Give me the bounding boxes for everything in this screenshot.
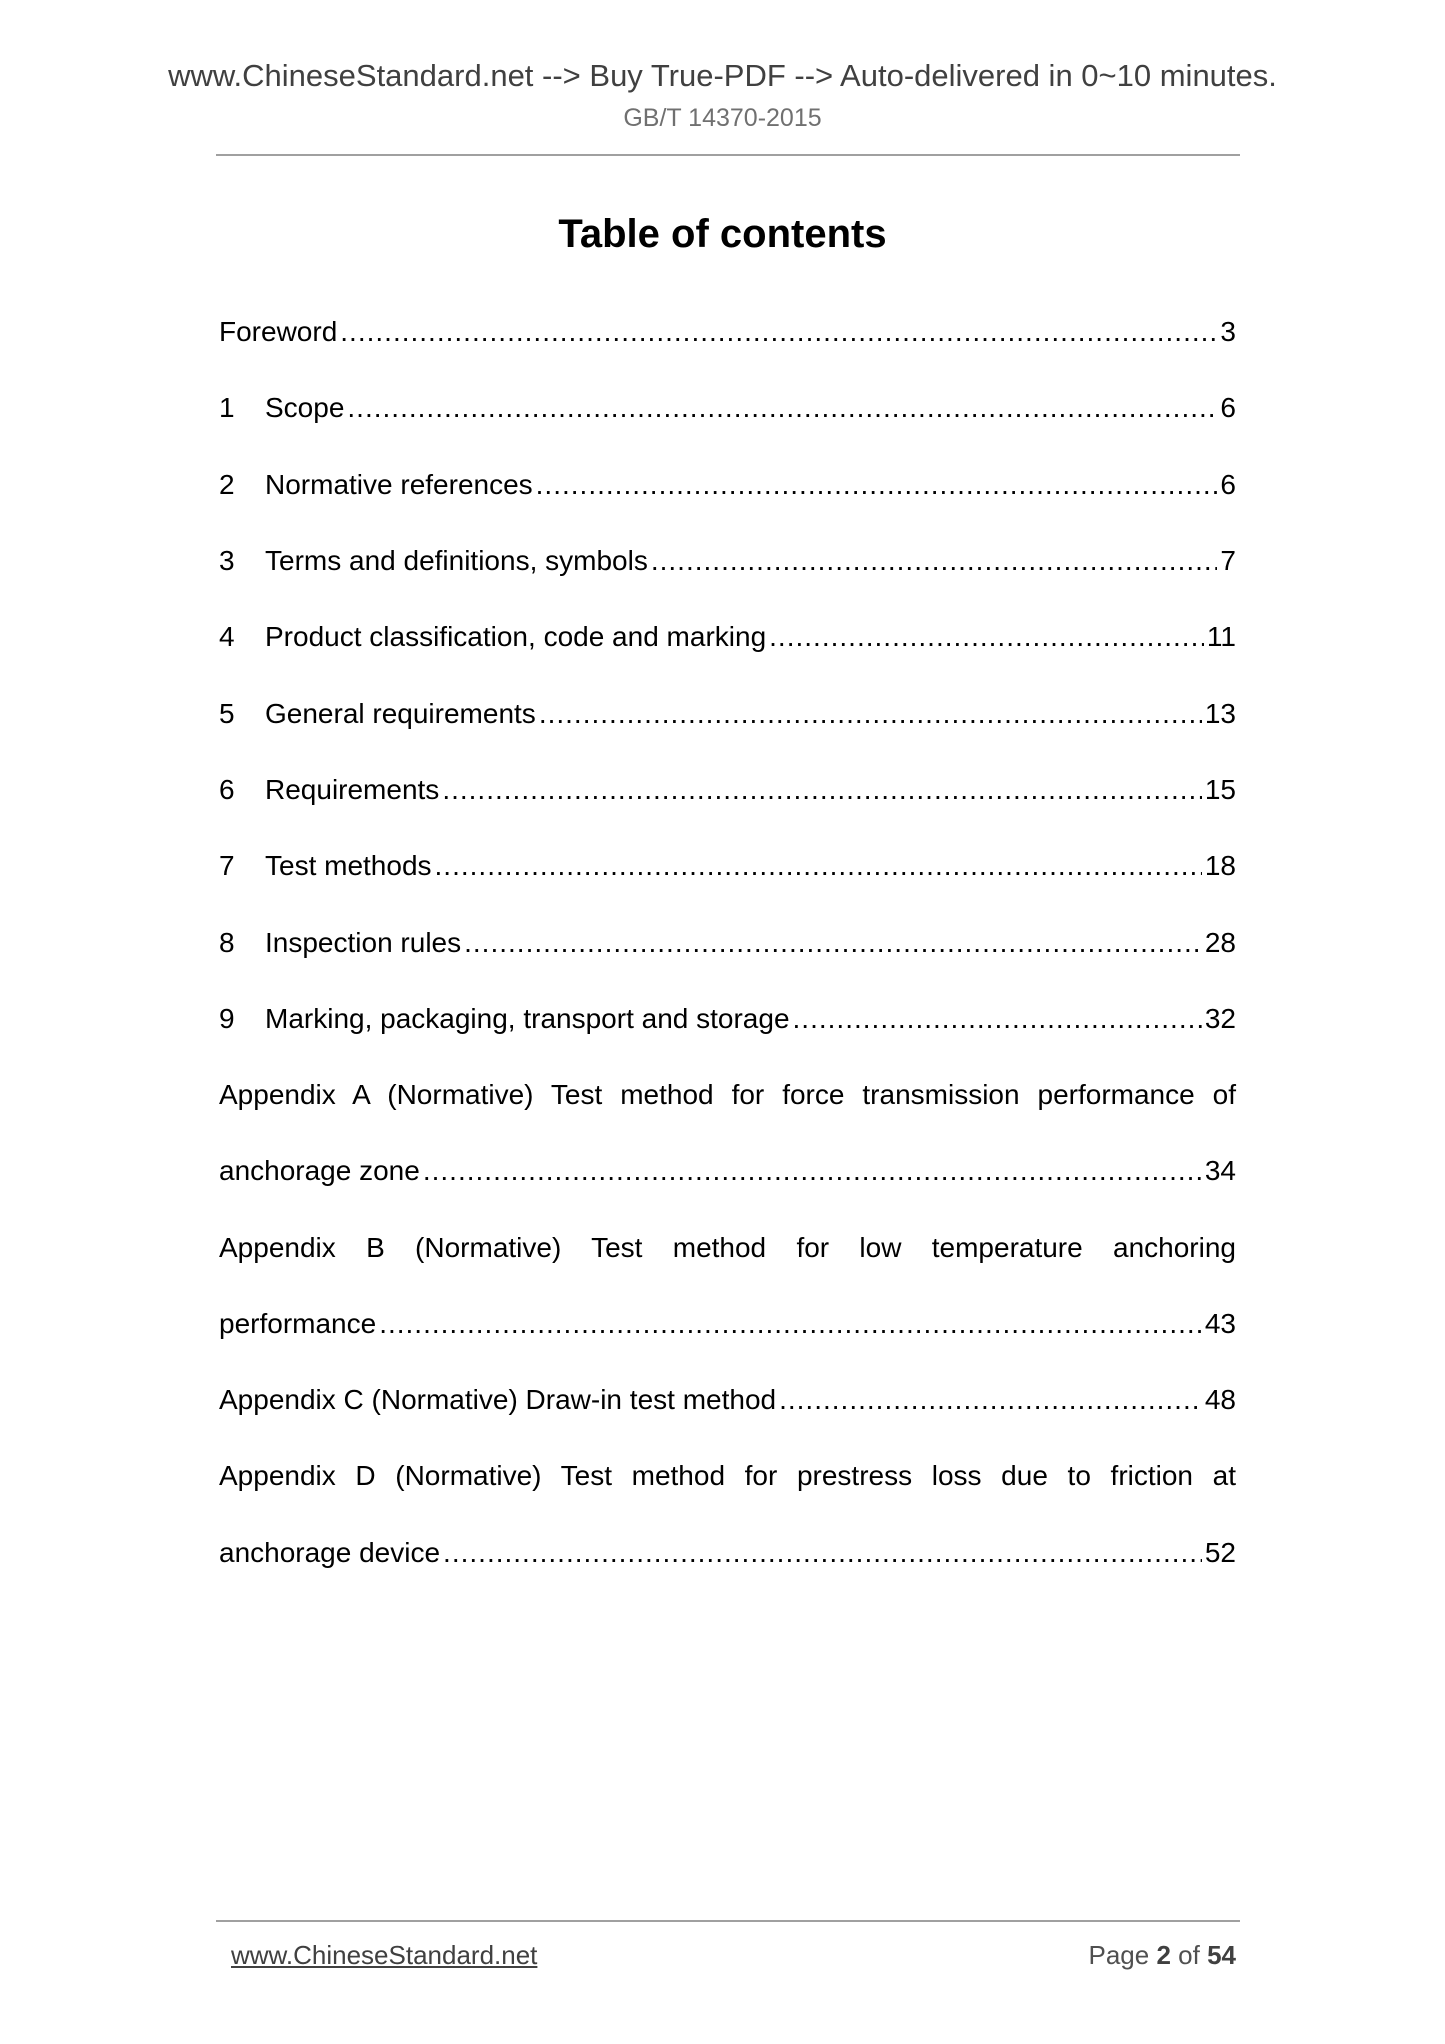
toc-entry[interactable]	[219, 675, 1236, 751]
toc-number: 7	[219, 850, 235, 882]
toc-label-line2: anchorage zone	[219, 1155, 420, 1187]
toc-entry-appendix-d[interactable]	[219, 1438, 1236, 1591]
toc-page: 48	[1204, 1384, 1236, 1416]
toc-number: 2	[219, 468, 235, 500]
toc-page: 7	[1220, 545, 1236, 577]
dot-leader	[435, 850, 1202, 882]
toc-entry[interactable]	[219, 447, 1236, 523]
dot-leader	[347, 392, 1217, 424]
toc-label: Foreword	[219, 316, 338, 348]
toc-entry[interactable]	[219, 981, 1236, 1057]
page-title: Table of contents	[558, 212, 887, 256]
dot-leader	[769, 621, 1204, 653]
toc-label-line1: Appendix A (Normative) Test method for force transmission performance of	[219, 1078, 1236, 1110]
toc-page: 3	[1220, 316, 1236, 348]
toc-number: 1	[219, 392, 235, 424]
toc-label: Product classification, code and marking	[265, 621, 767, 653]
current-page: 2	[1156, 1940, 1171, 1970]
dot-leader	[779, 1384, 1202, 1416]
toc-label: Scope	[265, 392, 345, 424]
toc-entry-foreword[interactable]	[219, 294, 1236, 370]
header-divider	[216, 154, 1240, 156]
toc-number: 4	[219, 621, 235, 653]
toc-entry-appendix-c[interactable]	[219, 1362, 1236, 1438]
toc-label-line1: Appendix D (Normative) Test method for prestress loss due to friction at	[219, 1460, 1236, 1492]
toc-label: Normative references	[265, 468, 533, 500]
toc-label-line2: anchorage device	[219, 1536, 441, 1568]
page-number	[1088, 1940, 1236, 1971]
dot-leader	[464, 927, 1202, 959]
dot-leader	[539, 698, 1202, 730]
toc-label: Marking, packaging, transport and storage	[265, 1002, 790, 1034]
dot-leader	[423, 1155, 1202, 1187]
page-prefix: Page	[1088, 1940, 1150, 1970]
dot-leader	[651, 545, 1218, 577]
standard-code: GB/T 14370-2015	[623, 104, 822, 132]
toc-label: Test methods	[265, 850, 432, 882]
total-pages: 54	[1207, 1940, 1236, 1970]
toc-entry[interactable]	[219, 523, 1236, 599]
toc-number: 5	[219, 697, 235, 729]
footer-website-link[interactable]: www.ChineseStandard.net	[231, 1940, 538, 1970]
header-banner: www.ChineseStandard.net --> Buy True-PDF --> Auto-delivered in 0~10 minutes.	[168, 58, 1277, 93]
footer-divider	[216, 1920, 1240, 1922]
toc-page: 43	[1204, 1308, 1236, 1339]
toc-label-line2: performance	[219, 1308, 377, 1339]
toc-label: Inspection rules	[265, 926, 462, 958]
toc-number: 6	[219, 773, 235, 805]
toc-entry[interactable]	[219, 828, 1236, 904]
toc-page: 34	[1204, 1155, 1236, 1187]
toc-page: 28	[1204, 926, 1236, 958]
toc-page: 6	[1220, 468, 1236, 500]
toc-number: 9	[219, 1002, 235, 1034]
dot-leader	[340, 316, 1217, 348]
toc-number: 8	[219, 926, 235, 958]
toc-label: Requirements	[265, 773, 440, 805]
toc-entry[interactable]	[219, 370, 1236, 446]
toc-page: 11	[1206, 621, 1236, 653]
page-of: of	[1178, 1940, 1200, 1970]
toc-page: 18	[1204, 850, 1236, 882]
toc-page: 13	[1204, 697, 1236, 729]
dot-leader	[536, 469, 1218, 501]
toc-page: 6	[1220, 392, 1236, 424]
toc-entry[interactable]	[219, 752, 1236, 828]
toc-page: 52	[1204, 1536, 1236, 1568]
toc-label: Appendix C (Normative) Draw-in test method	[219, 1384, 777, 1416]
toc-entry[interactable]	[219, 599, 1236, 675]
dot-leader	[793, 1003, 1202, 1035]
toc-label: General requirements	[265, 697, 536, 729]
dot-leader	[443, 1537, 1202, 1569]
toc-page: 15	[1204, 773, 1236, 805]
dot-leader	[442, 774, 1202, 806]
toc-number: 3	[219, 545, 235, 577]
toc-entry-appendix-b[interactable]	[219, 1210, 1236, 1363]
toc-label-line1: Appendix B (Normative) Test method for low temperature anchoring	[219, 1231, 1236, 1263]
dot-leader	[379, 1308, 1202, 1340]
toc-entry[interactable]	[219, 904, 1236, 980]
toc-entry-appendix-a[interactable]	[219, 1057, 1236, 1210]
toc-label: Terms and definitions, symbols	[265, 545, 648, 577]
toc-page: 32	[1204, 1002, 1236, 1034]
table-of-contents	[219, 294, 1236, 1591]
